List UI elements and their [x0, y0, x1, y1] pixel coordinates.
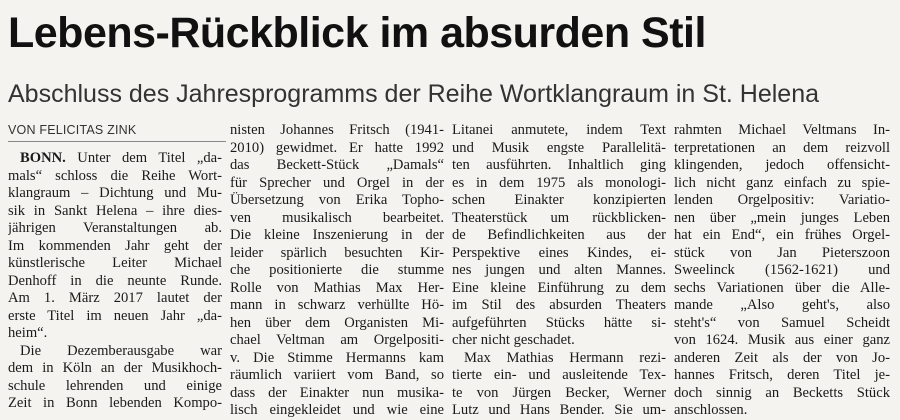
article-line: Zeit in Bonn lebenden Kompo-	[8, 395, 222, 411]
article-line: Perspektive eines Kindes, ei-	[452, 244, 666, 261]
article-line: Rolle von Mathias Max Her-	[230, 279, 444, 296]
article-line: das Beckett-Stück „Damals“	[230, 157, 444, 173]
article-line: und Musik engste Parallelitä-	[452, 139, 666, 156]
article-line: stück von Jan Pieterszoon	[674, 244, 890, 261]
headline: Lebens-Rückblick im absurden Stil	[8, 9, 706, 57]
article-line: Die kleine Inszenierung in der	[230, 227, 444, 243]
article-line: anschlossen.	[674, 402, 748, 418]
article-line: dass der Einakter nun musika-	[230, 384, 444, 401]
column-lines	[230, 122, 444, 420]
article-column-4	[674, 122, 890, 420]
article-line: de Befindlichkeiten aus der	[452, 227, 666, 243]
article-line: ten ausführten. Inhaltlich ging	[452, 157, 666, 173]
article-line: lisch eingekleidet und wie eine	[230, 402, 444, 418]
article-line: künstlerische Leiter Michael	[8, 255, 222, 271]
article-line	[8, 150, 222, 168]
article-line: nes jungen und alten Mannes.	[452, 262, 666, 278]
article-line: Eine kleine Einführung zu dem	[452, 279, 666, 296]
article-line: Im kommenden Jahr geht der	[8, 237, 222, 254]
article-line: 2010) gewidmet. Er hatte 1992	[230, 139, 444, 156]
column-lines	[452, 122, 666, 420]
article-line: schule lehrenden und einige	[8, 377, 222, 394]
article-line: von 1624. Musik aus einer ganz	[674, 332, 890, 348]
article-line: aufgeführten Stücks hätte si-	[452, 314, 666, 331]
article-line: hen über dem Organisten Mi-	[230, 314, 444, 331]
article-line: jährigen Veranstaltungen ab.	[8, 220, 222, 236]
article-line: mals“ schloss die Reihe Wort-	[8, 167, 222, 184]
article-line: sik in Sankt Helena – ihre dies-	[8, 202, 222, 219]
article-line: sechs Variationen über die Alle-	[674, 279, 890, 296]
column-lines	[674, 122, 890, 420]
article-line: räumlich variiert vom Band, so	[230, 367, 444, 383]
article-line: che positionierte die stumme	[230, 262, 444, 278]
article-line: Lutz und Hans Bender. Sie um-	[452, 402, 666, 418]
article-line: Theaterstück um rückblicken-	[452, 209, 666, 226]
article-line: Litanei anmutete, indem Text	[452, 122, 666, 138]
article-column-1	[8, 150, 222, 413]
article-line: hat ein End“, ein frühes Orgel-	[674, 227, 890, 243]
article-line: leider spärlich besuchten Kir-	[230, 244, 444, 261]
article-line: nen über „mein junges Leben	[674, 209, 890, 226]
article-line: terpretationen an dem reizvoll	[674, 139, 890, 156]
article-line: v. Die Stimme Hermanns kam	[230, 349, 444, 366]
article-line: anderen Zeit als der von Jo-	[674, 349, 890, 366]
article-line: Max Mathias Hermann rezi-	[464, 349, 666, 366]
article-line: Übersetzung von Erika Topho-	[230, 192, 444, 208]
article-line: es in dem 1975 als monologi-	[452, 174, 666, 191]
article-line-text: Unter dem Titel „da-	[77, 150, 222, 166]
article-line: nisten Johannes Fritsch (1941-	[230, 122, 444, 138]
article-line: doch sinnig an Becketts Stück	[674, 384, 890, 401]
article-line: dem in Köln an der Musikhoch-	[8, 360, 222, 376]
article-line: cher nicht geschadet.	[452, 332, 575, 348]
article-line: rahmten Michael Veltmans In-	[674, 122, 890, 138]
article-column-2	[230, 122, 444, 420]
article-line: klingenden, jedoch offensicht-	[674, 157, 890, 173]
article-line: Denhoff in die neunte Runde.	[8, 272, 222, 289]
article-line: für Sprecher und Orgel in der	[230, 174, 444, 191]
article-line: im Stil des absurden Theaters	[452, 297, 666, 313]
article-line: erste Titel im neuen Jahr „da-	[8, 307, 222, 324]
article-line: klangraum – Dichtung und Mu-	[8, 185, 222, 201]
article-line: schen Einakter konzipierten	[452, 192, 666, 208]
article-line: mann in schwarz verhüllte Hö-	[230, 297, 444, 313]
column-lines	[8, 150, 222, 413]
article-column-3	[452, 122, 666, 420]
article-line: hannes Fritsch, deren Titel je-	[674, 367, 890, 383]
article-line: heim“.	[8, 325, 48, 341]
article-line: te von Jürgen Becker, Werner	[452, 384, 666, 401]
article-line: ven musikalisch bearbeitet.	[230, 209, 444, 226]
article-line: Die Dezemberausgabe war	[20, 342, 222, 359]
subheadline: Abschluss des Jahresprogramms der Reihe Wortklangraum in St. Helena	[8, 80, 820, 108]
article-line: Am 1. März 2017 lautet der	[8, 290, 222, 306]
article-line: lich nicht ganz einfach zu spie-	[674, 174, 890, 191]
byline-rule	[8, 141, 226, 142]
article-line: Sweelinck (1562-1621) und	[674, 262, 890, 278]
article-line: steht's“ von Samuel Scheidt	[674, 314, 890, 331]
article-line: chael Veltman am Orgelpositi-	[230, 332, 444, 348]
dateline: BONN.	[20, 150, 66, 166]
article-line: tierte ein- und ausleitende Tex-	[452, 367, 666, 383]
byline: VON FELICITAS ZINK	[8, 123, 137, 137]
article-line: lenden Orgelpositiv: Variatio-	[674, 192, 890, 208]
article-line: mande „Also geht's, also	[674, 297, 890, 313]
